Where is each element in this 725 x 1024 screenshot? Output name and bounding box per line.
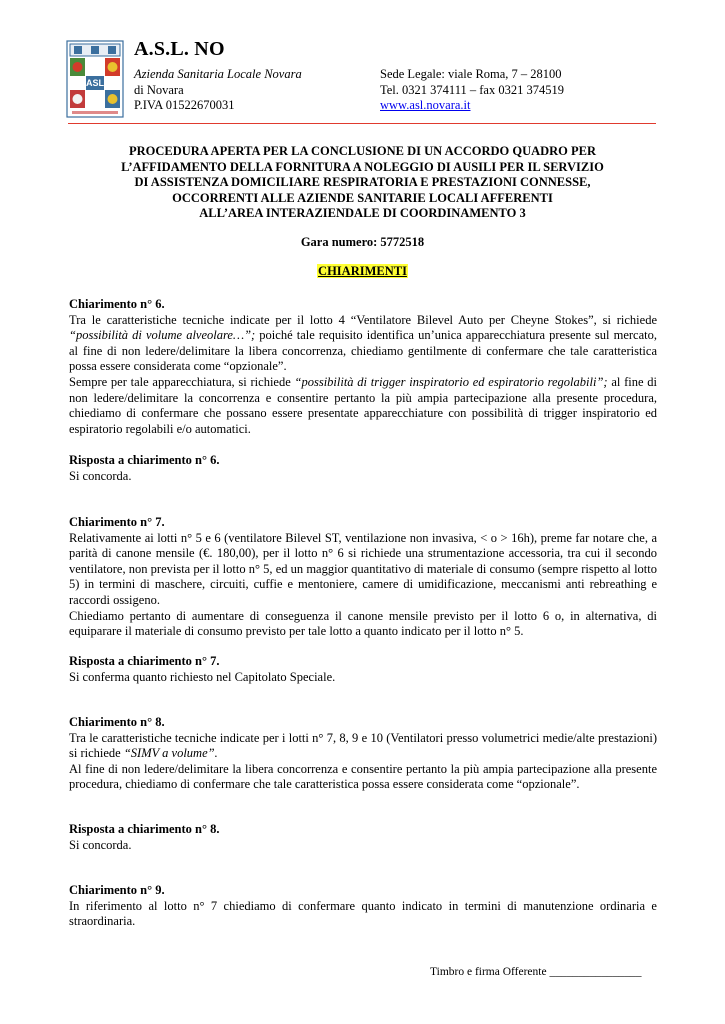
title-line: ALL’AREA INTERAZIENDALE DI COORDINAMENTO 3	[199, 206, 526, 220]
answer-heading: Risposta a chiarimento n° 8.	[69, 822, 220, 836]
website-link[interactable]: www.asl.novara.it	[380, 98, 471, 112]
clarification-paragraph: Relativamente ai lotti n° 5 e 6 (ventilatore Bilevel ST, ventilazione non invasiva, < o > 16h), preme far notare che, a parità di canone mensile (€. 180,00), per il lotto n° 6 si richiede una strumentazione accessoria, tra cui il secondo ventilatore, non prevista per il lotto n° 5, ed un maggior quantitativo di materiale di consumo (sempre rispetto al lotto 5) in termini di maschere, circuiti, cuffie e mentoniere, camere di umidificazione, meccanismi anti rebreathing e raccordi ossigeno.	[69, 530, 657, 607]
clarification-paragraph: Tra le caratteristiche tecniche indicate per i lotti n° 7, 8, 9 e 10 (Ventilatori presso volumetrici medie/alte prestazioni) si richiede “SIMV a volume”.	[69, 730, 657, 761]
org-line1: Azienda Sanitaria Locale Novara	[134, 67, 302, 81]
clarification-heading: Chiarimento n° 8.	[69, 715, 165, 729]
title-line: OCCORRENTI ALLE AZIENDE SANITARIE LOCALI AFFERENTI	[172, 190, 553, 205]
org-name: A.S.L. NO	[134, 38, 225, 60]
answer-7	[69, 654, 657, 685]
answer-text: Si concorda.	[69, 468, 132, 483]
clarification-paragraph: In riferimento al lotto n° 7 chiediamo di confermare quanto indicato in termini di manutenzione ordinaria e straordinaria.	[69, 898, 657, 929]
answer-heading: Risposta a chiarimento n° 6.	[69, 453, 220, 467]
clarification-7	[69, 515, 657, 640]
tender-number: Gara numero: 5772518	[300, 235, 425, 249]
header-divider	[68, 123, 656, 124]
logo-text: ASL	[86, 78, 104, 88]
clarification-6	[69, 297, 657, 437]
clarification-paragraph: Chiediamo pertanto di aumentare di conseguenza il canone mensile previsto per il lotto 6 o, in alternativa, di equiparare il materiale di consumo previsto per tale lotto a quanto indicato per il lotto n° 5.	[69, 608, 657, 639]
org-address: Sede Legale: viale Roma, 7 – 28100	[380, 67, 562, 81]
clarification-9	[69, 883, 657, 930]
document-title	[60, 144, 665, 222]
org-phone: Tel. 0321 374111 – fax 0321 374519	[380, 82, 564, 97]
title-line: PROCEDURA APERTA PER LA CONCLUSIONE DI UN ACCORDO QUADRO PER	[128, 144, 597, 158]
clarification-paragraph: Tra le caratteristiche tecniche indicate per il lotto 4 “Ventilatore Bilevel Auto per Cheyne Stokes”, si richiede “possibilità di volume alveolare…”; poiché tale requisito identifica un’unica apparecchiatura presente sul mercato, al fine di non ledere/delimitare la libera concorrenza, chiediamo gentilmente di confermare che tale caratteristica possa essere considerata come “opzionale”.	[69, 312, 657, 374]
answer-6	[69, 453, 657, 484]
title-line: DI ASSISTENZA DOMICILIARE RESPIRATORIA E PRESTAZIONI CONNESSE,	[134, 175, 591, 189]
org-contacts	[380, 67, 564, 114]
signature-line: Timbro e firma Offerente ________________	[430, 966, 642, 978]
org-info	[134, 67, 302, 114]
clarification-heading: Chiarimento n° 6.	[69, 297, 165, 311]
title-line: L’AFFIDAMENTO DELLA FORNITURA A NOLEGGIO DI AUSILI PER IL SERVIZIO	[121, 159, 604, 174]
org-line2: di Novara	[134, 82, 184, 97]
clarification-paragraph: Sempre per tale apparecchiatura, si richiede “possibilità di trigger inspiratorio ed espiratorio regolabili”; al fine di non ledere/delimitare la concorrenza e consentire pertanto la più ampia partecipazione alla presente procedura, chiediamo di confermare che possano essere presentate apparecchiature con possibilità di trigger inspiratorio ed espiratorio regolabili e/o automatici.	[69, 374, 657, 436]
answer-text: Si concorda.	[69, 837, 132, 852]
answer-heading: Risposta a chiarimento n° 7.	[69, 654, 220, 668]
clarification-heading: Chiarimento n° 7.	[69, 515, 165, 529]
clarification-heading: Chiarimento n° 9.	[69, 883, 165, 897]
answer-8	[69, 822, 657, 853]
section-heading	[60, 264, 665, 279]
section-heading-text: CHIARIMENTI	[318, 264, 407, 278]
clarification-8	[69, 715, 657, 793]
org-vat: P.IVA 01522670031	[134, 98, 235, 112]
asl-logo	[66, 40, 124, 118]
clarification-paragraph: Al fine di non ledere/delimitare la libera concorrenza e consentire pertanto la più ampia partecipazione alla presente procedura, chiediamo di confermare che tale caratteristica possa essere considerata come “opzionale”.	[69, 761, 657, 792]
answer-text: Si conferma quanto richiesto nel Capitolato Speciale.	[69, 669, 336, 684]
